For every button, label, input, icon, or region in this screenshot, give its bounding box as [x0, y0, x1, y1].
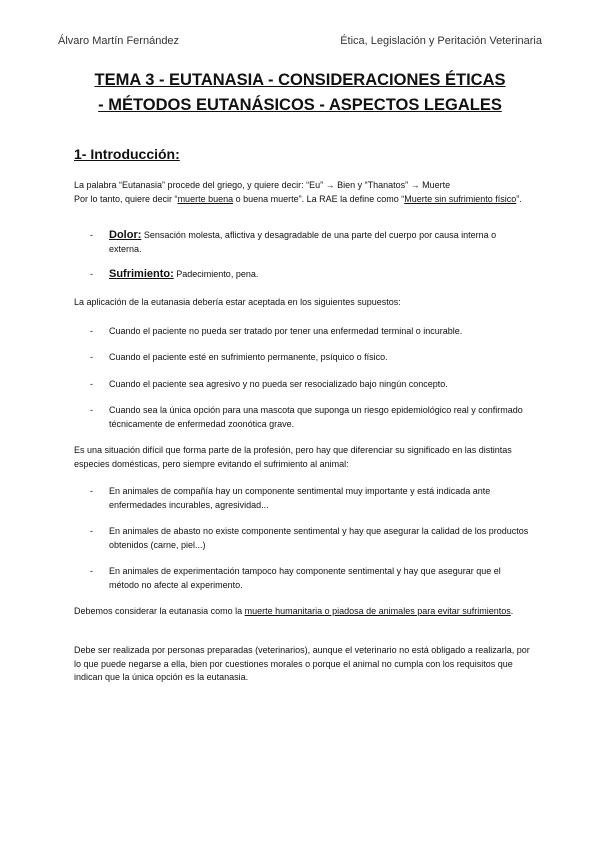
bullet: - [90, 405, 93, 415]
bullet: - [90, 326, 93, 336]
underlined-text: muerte humanitaria o piadosa de animales para evitar sufrimientos [244, 606, 511, 616]
term: Sufrimiento: [109, 268, 174, 280]
bullet: - [90, 352, 93, 362]
paragraph-who-performs: Debe ser realizada por personas preparadas (veterinarios), aunque el veterinario no está obligado a realizarla, por lo que puede negarse a ella, bien por cuestiones morales o porque el animal no cumpla con los requisitos que indican que la única opción es la eutanasia. [74, 645, 530, 682]
header-author: Álvaro Martín Fernández [58, 35, 180, 47]
list-item-text: En animales de abasto no existe componente sentimental y hay que asegurar la calidad de los productos obtenidos (carne, piel...) [109, 526, 529, 550]
list-item [90, 565, 530, 592]
paragraph-etymology [74, 179, 534, 206]
paragraph-cases-intro: La aplicación de la eutanasia debería estar aceptada en los siguientes supuestos: [74, 297, 401, 307]
title-line-2: - MÉTODOS EUTANÁSICOS - ASPECTOS LEGALES [98, 96, 502, 114]
definition-item [90, 268, 530, 282]
text: Por lo tanto, quiere decir “ [74, 193, 178, 204]
bullet: - [90, 230, 93, 240]
list-item-text: Cuando el paciente no pueda ser tratado por tener una enfermedad terminal o incurable. [109, 326, 463, 336]
bullet: - [90, 269, 93, 279]
list-item [90, 404, 530, 431]
bullet: - [90, 379, 93, 389]
list-item [90, 485, 530, 512]
text: Debemos considerar la eutanasia como la [74, 606, 245, 616]
text: . [510, 606, 514, 616]
document-title [60, 68, 540, 118]
list-item-text: Cuando el paciente sea agresivo y no pueda ser resocializado bajo ningún concepto. [109, 379, 448, 389]
term: Dolor: [109, 229, 142, 241]
bullet: - [90, 526, 93, 536]
title-line-1: TEMA 3 - EUTANASIA - CONSIDERACIONES ÉTICAS [94, 71, 506, 89]
text: o buena muerte”. La RAE la define como “ [233, 193, 405, 204]
paragraph-species-intro: Es una situación difícil que forma parte de la profesión, pero hay que diferenciar su significado en las distintas especies domésticas, pero siempre evitando el sufrimiento al animal: [74, 445, 512, 469]
list-item-text: En animales de experimentación tampoco hay componente sentimental y hay que asegurar que el método no afecte al experimento. [109, 566, 501, 590]
underlined-text: Muerte sin sufrimiento físico [404, 193, 517, 204]
list-item [90, 325, 530, 339]
list-item-text: Cuando sea la única opción para una mascota que suponga un riesgo epidemiológico real y confirmado técnicamente de enfermedad zoonótica grave. [109, 405, 523, 429]
definition: Padecimiento, pena. [173, 269, 259, 279]
bullet: - [90, 486, 93, 496]
text: La palabra “Eutanasia” procede del griego, y quiere decir: “Eu” → Bien y “Thanatos” → Muerte [74, 180, 451, 190]
definition: Sensación molesta, aflictiva y desagradable de una parte del cuerpo por causa interna o externa. [109, 230, 497, 254]
definition-item [90, 229, 530, 256]
underlined-text: muerte buena [177, 193, 234, 204]
list-item [90, 351, 530, 365]
header-course: Ética, Legislación y Peritación Veterinaria [340, 35, 542, 47]
paragraph-definition [74, 605, 534, 619]
text: ”. [516, 193, 522, 204]
bullet: - [90, 566, 93, 576]
list-item-text: Cuando el paciente esté en sufrimiento permanente, psíquico o físico. [109, 352, 388, 362]
list-item [90, 525, 530, 552]
list-item-text: En animales de compañía hay un componente sentimental muy importante y está indicada ante enfermedades incurables, agresividad... [109, 486, 491, 510]
section-heading: 1- Introducción: [74, 146, 180, 162]
list-item [90, 378, 530, 392]
